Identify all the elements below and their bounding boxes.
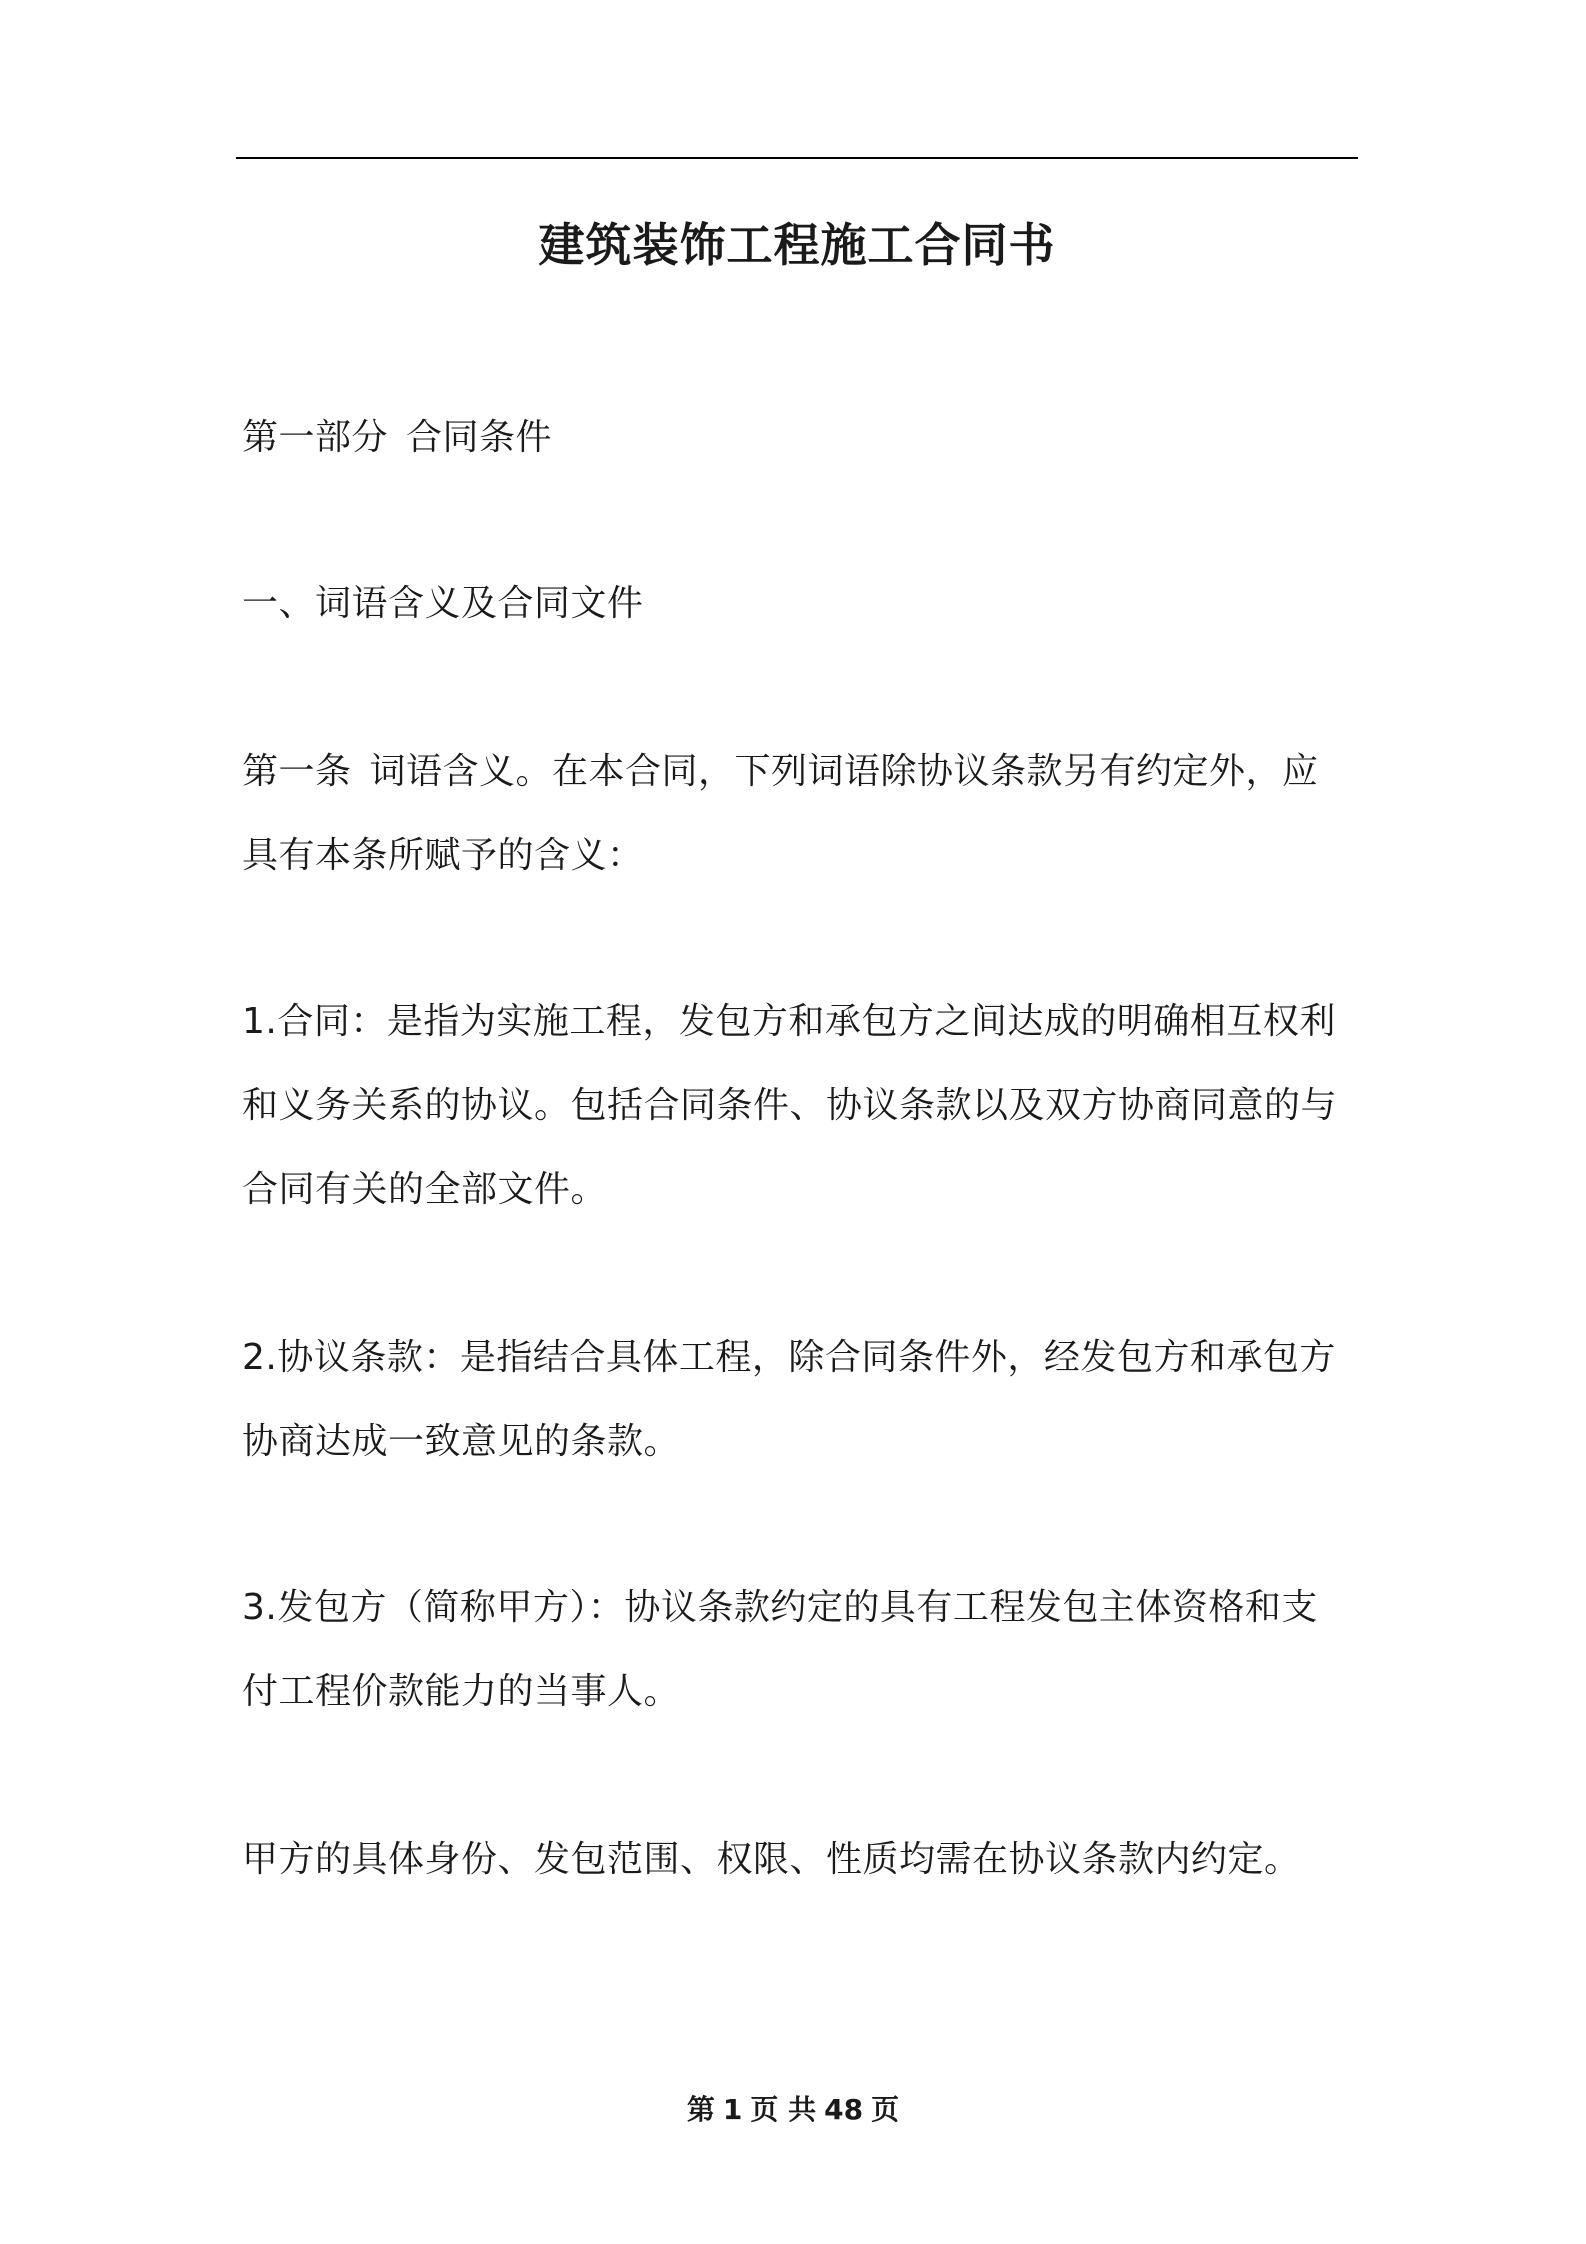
part-heading [242, 396, 1358, 480]
item-3-line-1: 3.发包方（简称甲方）：协议条款约定的具有工程发包主体资格和支 [242, 1587, 1318, 1628]
note-paragraph: 甲方的具体身份、发包范围、权限、性质均需在协议条款内约定。 [242, 1839, 1301, 1880]
item-2-line-1: 2.协议条款：是指结合具体工程，除合同条件外，经发包方和承包方 [242, 1337, 1336, 1378]
part-heading-label: 第一部分 [242, 417, 389, 458]
item-1-line-2: 和义务关系的协议。包括合同条件、协议条款以及双方协商同意的与 [242, 1085, 1338, 1126]
footer-total-pages: 48 [824, 2093, 864, 2126]
item-1-line-1: 1.合同：是指为实施工程，发包方和承包方之间达成的明确相互权利 [242, 1001, 1336, 1042]
page-footer [0, 2090, 1586, 2130]
item-1-line-3: 合同有关的全部文件。 [242, 1169, 608, 1210]
item-3-line-2: 付工程价款能力的当事人。 [242, 1671, 681, 1712]
part-heading-text: 合同条件 [406, 417, 553, 458]
item-2-line-2: 协商达成一致意见的条款。 [242, 1421, 681, 1462]
footer-prefix: 第 [686, 2093, 715, 2126]
footer-page-number: 1 [722, 2093, 743, 2126]
article-1-text: 词语含义。在本合同，下列词语除协议条款另有约定外，应 [369, 751, 1319, 792]
article-1-line-2: 具有本条所赋予的含义： [242, 835, 644, 876]
footer-suffix: 页 [871, 2093, 900, 2126]
article-1-line-1 [242, 730, 1358, 814]
section-heading: 一、词语含义及合同文件 [242, 583, 644, 624]
document-title: 建筑装饰工程施工合同书 [538, 218, 1056, 272]
footer-middle: 页 共 [750, 2093, 817, 2126]
article-1-label: 第一条 [242, 751, 352, 792]
header-rule [236, 157, 1358, 159]
